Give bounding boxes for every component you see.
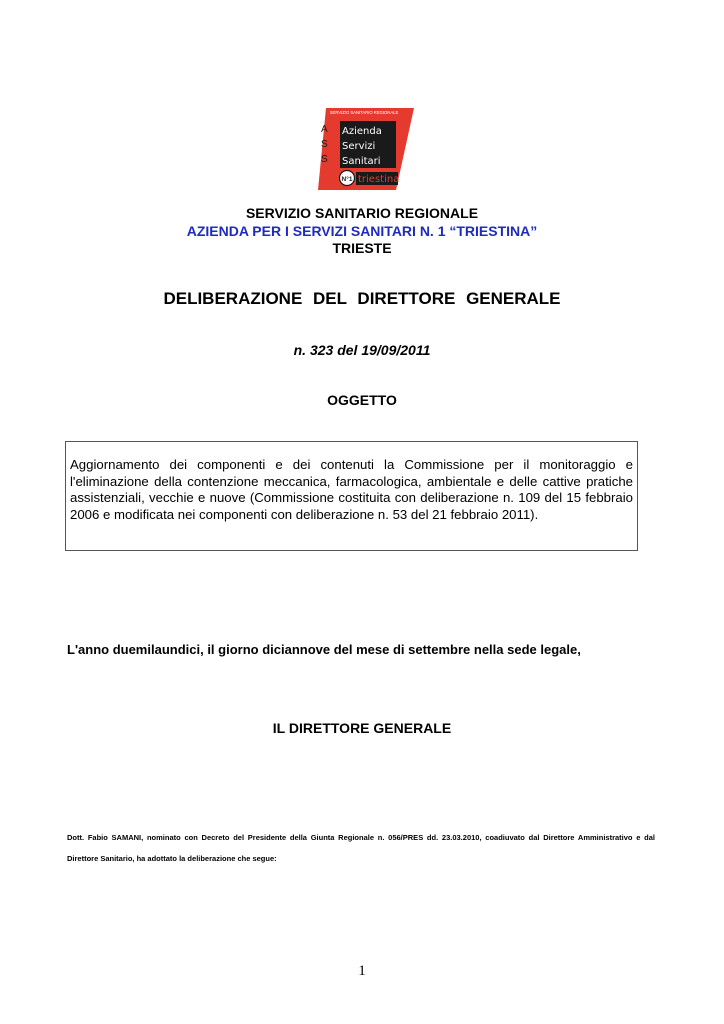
ass-logo: [318, 108, 414, 190]
logo-word-sanitari: Sanitari: [342, 156, 381, 167]
logo-word-azienda: Azienda: [342, 126, 382, 137]
oggetto-text: Aggiornamento dei componenti e dei contenuti la Commissione per il monitoraggio e l'eliminazione della contenzione meccanica, farmacologica, ambientale e delle cattive pratiche assistenziali, vecchie e nuove (Commissione costituita con deliberazione n. 109 del 15 febbraio 2006 e modificata nei componenti con deliberazione n. 53 del 21 febbraio 2011).: [70, 457, 633, 522]
direttore-heading: IL DIRETTORE GENERALE: [272, 720, 452, 736]
oggetto-box: [65, 441, 638, 551]
logo-letter-s1: S: [321, 139, 328, 150]
logo-city: triestina: [358, 174, 400, 185]
header-agency: AZIENDA PER I SERVIZI SANITARI N. 1 “TRIESTINA”: [186, 223, 538, 239]
deliberation-number: n. 323 del 19/09/2011: [293, 342, 431, 358]
anno-line: L'anno duemilaundici, il giorno diciannove del mese di settembre nella sede legale,: [67, 642, 581, 657]
logo-letter-a: A: [321, 124, 328, 135]
logo-word-servizi: Servizi: [342, 141, 376, 152]
logo-letter-s2: S: [321, 154, 328, 165]
header-city: TRIESTE: [332, 240, 392, 256]
header-service: SERVIZIO SANITARIO REGIONALE: [245, 205, 479, 221]
document-title: DELIBERAZIONE DEL DIRETTORE GENERALE: [163, 289, 561, 308]
logo-top-text: SERVIZIO SANITARIO REGIONALE: [329, 110, 399, 115]
dott-paragraph: Dott. Fabio SAMANI, nominato con Decreto del Presidente della Giunta Regionale n. 056/PRES dd. 23.03.2010, coadiuvato dal Direttore Amministrativo e dal Direttore Sanitario, ha adottato la deliberazione che segue:: [67, 833, 655, 863]
page-number: 1: [358, 963, 366, 979]
oggetto-label: OGGETTO: [327, 392, 397, 408]
logo-number: N°1: [341, 176, 353, 183]
